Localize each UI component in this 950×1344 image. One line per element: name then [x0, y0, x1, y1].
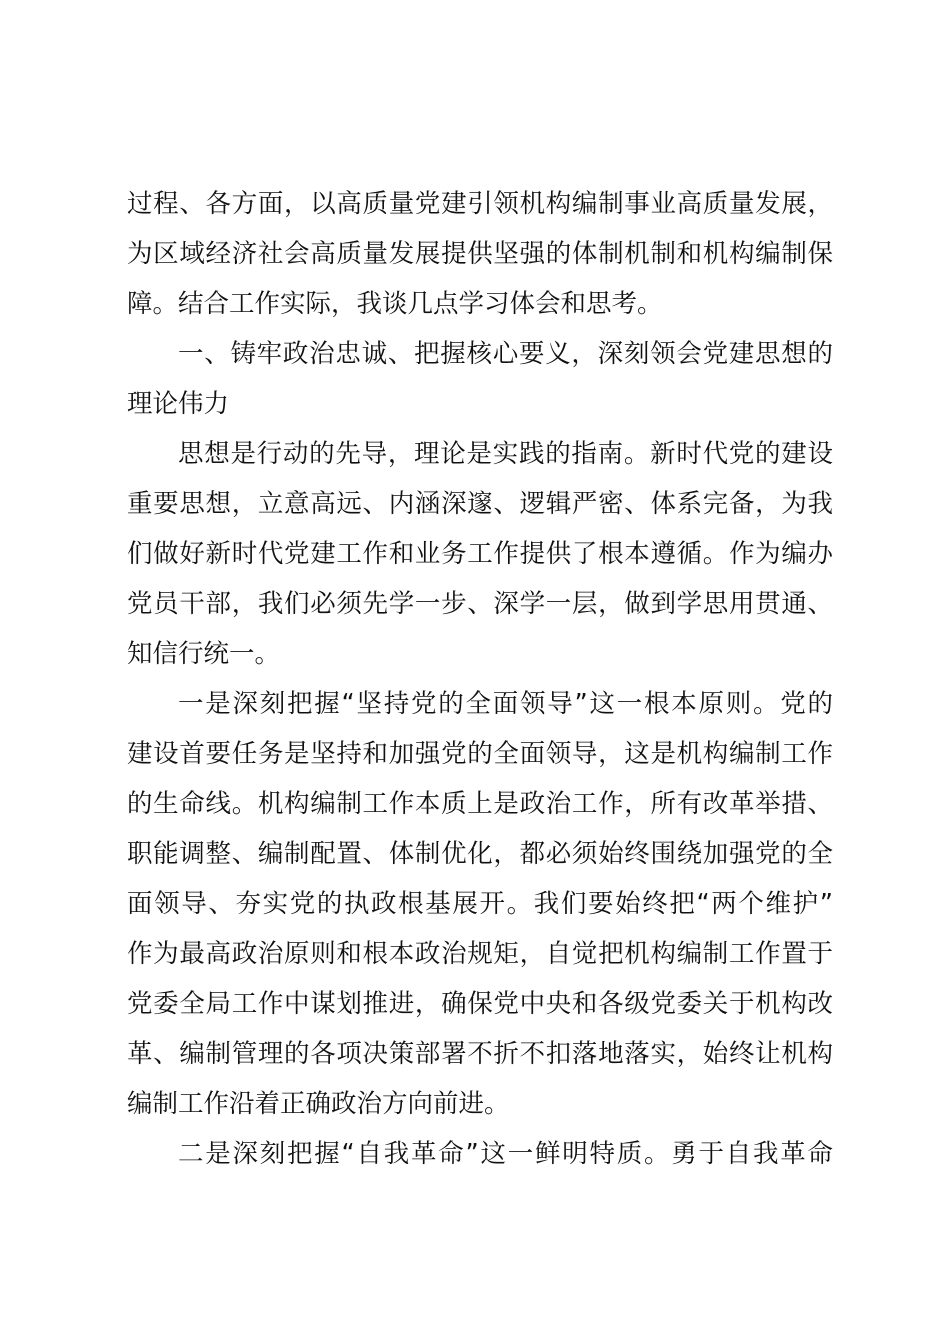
body-text-line: 障。结合工作实际，我谈几点学习体会和思考。	[127, 289, 663, 319]
section-heading-line: 一、铸牢政治忠诚、把握核心要义，深刻领会党建思想的	[178, 339, 833, 369]
body-text-line: 为区域经济社会高质量发展提供坚强的体制机制和机构编制保	[127, 239, 833, 269]
body-text-line: 建设首要任务是坚持和加强党的全面领导，这是机构编制工作	[127, 739, 833, 769]
body-text-line: 知信行统一。	[127, 639, 281, 669]
section-heading-line: 理论伟力	[127, 389, 230, 419]
body-text-line: 编制工作沿着正确政治方向前进。	[127, 1089, 510, 1119]
body-text-line: 们做好新时代党建工作和业务工作提供了根本遵循。作为编办	[127, 539, 833, 569]
body-text-line: 一是深刻把握“坚持党的全面领导”这一根本原则。党的	[178, 689, 833, 719]
body-text-line: 的生命线。机构编制工作本质上是政治工作，所有改革举措、	[127, 789, 833, 819]
body-text-line: 党委全局工作中谋划推进，确保党中央和各级党委关于机构改	[127, 989, 833, 1019]
body-text-line: 思想是行动的先导，理论是实践的指南。新时代党的建设	[178, 439, 833, 469]
body-text-line: 职能调整、编制配置、体制优化，都必须始终围绕加强党的全	[127, 839, 833, 869]
body-text-line: 重要思想，立意高远、内涵深邃、逻辑严密、体系完备，为我	[127, 489, 833, 519]
body-text-line: 面领导、夯实党的执政根基展开。我们要始终把“两个维护”	[127, 889, 833, 919]
body-text-line: 党员干部，我们必须先学一步、深学一层，做到学思用贯通、	[127, 589, 833, 619]
body-text-line: 革、编制管理的各项决策部署不折不扣落地落实，始终让机构	[127, 1039, 833, 1069]
body-text-line: 作为最高政治原则和根本政治规矩，自觉把机构编制工作置于	[127, 939, 833, 969]
body-text-line: 二是深刻把握“自我革命”这一鲜明特质。勇于自我革命	[178, 1139, 833, 1169]
body-text-line: 过程、各方面，以高质量党建引领机构编制事业高质量发展，	[127, 189, 833, 219]
